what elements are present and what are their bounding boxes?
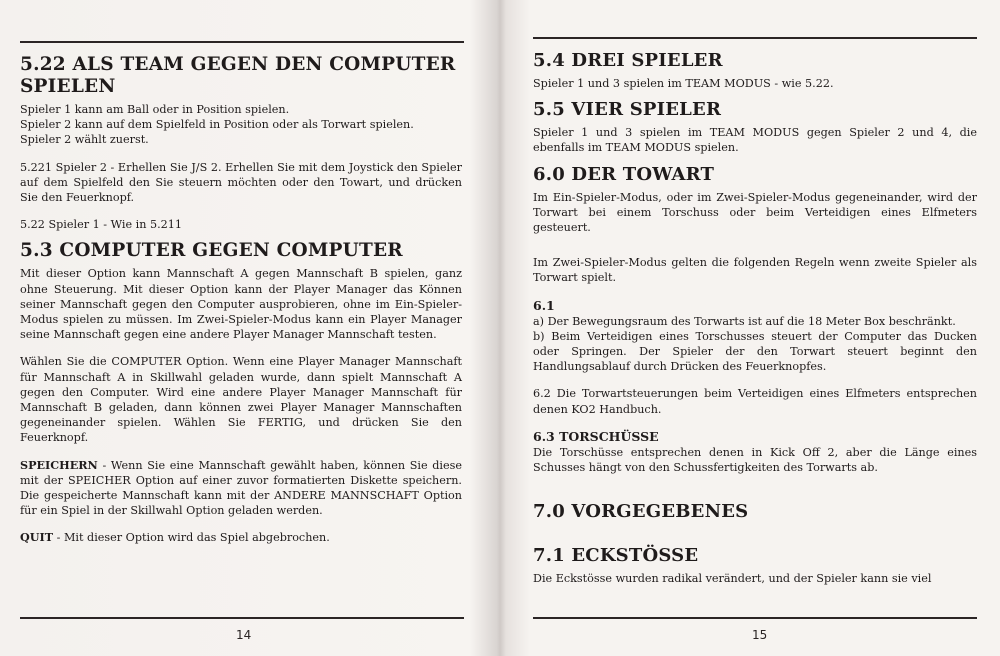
page-number: 14 — [236, 628, 252, 642]
para-6-3: Die Torschüsse entsprechen denen in Kick Off 2, aber die Länge eines Schusses hängt von den Schussfertigkeiten des Torwarts ab. — [533, 445, 977, 475]
para-5-22: Spieler 1 kann am Ball oder in Position spielen. Spieler 2 kann auf dem Spielfeld in Position oder als Torwart spielen. Spieler 2 wählt zuerst. — [20, 103, 414, 147]
para-6-0-a: Im Ein-Spieler-Modus, oder im Zwei-Spieler-Modus gegeneinander, wird der Torwart bei einem Torschuss oder beim Verteidigen eines Elfmeters gesteuert. — [533, 190, 977, 235]
heading-6-0: 6.0 DER TOWART — [533, 163, 715, 185]
para-5-3-intro: Mit dieser Option kann Mannschaft A gegen Mannschaft B spielen, ganz ohne Steuerung. Mit dieser Option kann der Player Manager das Können seiner Mannschaft gegen den Computer ausprobieren, ohne im Ein-Spieler-Modus spielen zu müssen. Im Zwei-Spieler-Modus kann ein Player Manager seine Mannschaft gegen eine andere Player Manager Mannschaft testen. — [20, 267, 462, 342]
heading-7-1: 7.1 ECKSTÖSSE — [533, 545, 699, 567]
speichern-text: - Wenn Sie eine Mannschaft gewählt haben, können Sie diese mit der SPEICHER Option auf einer zuvor formatierten Diskette speichern. Die gespeicherte Mannschaft kann mit der ANDERE MANNSCHAFT Option für ein Spiel in der Skillwahl Option geladen werden. — [20, 458, 462, 518]
right-page — [504, 0, 1000, 656]
left-column — [20, 54, 462, 546]
para-5-22-player1: 5.22 Spieler 1 - Wie in 5.211 — [20, 218, 183, 232]
para-6-1-a: a) Der Bewegungsraum des Torwarts ist auf die 18 Meter Box beschränkt. — [533, 314, 956, 328]
heading-5-5: 5.5 VIER SPIELER — [533, 99, 722, 121]
para-6-0-b: Im Zwei-Spieler-Modus gelten die folgenden Regeln wenn zweite Spieler als Torwart spielt. — [533, 256, 977, 285]
para-5-4: Spieler 1 und 3 spielen im TEAM MODUS - wie 5.22. — [533, 77, 834, 90]
para-7-1: Die Eckstösse wurden radikal verändert, und der Spieler kann sie viel — [533, 572, 932, 586]
heading-7-0: 7.0 VORGEGEBENES — [533, 501, 749, 523]
speichern-label: SPEICHERN — [20, 457, 98, 472]
right-column — [533, 50, 977, 586]
para-quit — [20, 530, 462, 545]
bottom-rule — [533, 617, 977, 619]
heading-5-4: 5.4 DREI SPIELER — [533, 50, 723, 71]
top-rule — [533, 37, 977, 39]
heading-5-3: 5.3 COMPUTER GEGEN COMPUTER — [20, 240, 403, 262]
para-6-1-b: b) Beim Verteidigen eines Torschusses steuert der Computer das Ducken oder Springen. Der Spieler der den Torwart steuert beginnt den Handlungsablauf durch Drücken des Feuerknopfes. — [533, 329, 977, 374]
para-5-5: Spieler 1 und 3 spielen im TEAM MODUS gegen Spieler 2 und 4, die ebenfalls im TEAM MODUS spielen. — [533, 126, 977, 155]
para-5-221: 5.221 Spieler 2 - Erhellen Sie J/S 2. Erhellen Sie mit dem Joystick den Spieler auf dem Spielfeld den Sie steuern möchten oder den Towart, und drücken Sie den Feuerknopf. — [20, 160, 462, 205]
heading-5-22: 5.22 ALS TEAM GEGEN DEN COMPUTER SPIELEN — [20, 54, 456, 97]
page-number: 15 — [752, 628, 768, 642]
para-speichern — [20, 458, 462, 519]
para-6-2: 6.2 Die Torwartsteuerungen beim Verteidigen eines Elfmeters entsprechen denen KO2 Handbuch. — [533, 387, 977, 416]
para-5-3-select: Wählen Sie die COMPUTER Option. Wenn eine Player Manager Mannschaft für Mannschaft A in Skillwahl geladen wurde, dann spielt Mannschaft A gegen den Computer. Wird eine andere Player Manager Mannschaft für Mannschaft B geladen, dann können zwei Player Manager Mannschaften gegeneinander spielen. Wählen Sie FERTIG, und drücken Sie den Feuerknopf. — [20, 355, 462, 445]
quit-text: - Mit dieser Option wird das Spiel abgebrochen. — [53, 531, 330, 545]
quit-label: QUIT — [20, 530, 54, 545]
left-page — [0, 0, 496, 656]
bottom-rule — [20, 617, 464, 619]
top-rule — [20, 41, 464, 43]
heading-6-1: 6.1 — [533, 297, 555, 313]
heading-6-3: 6.3 TORSCHÜSSE — [533, 428, 659, 444]
